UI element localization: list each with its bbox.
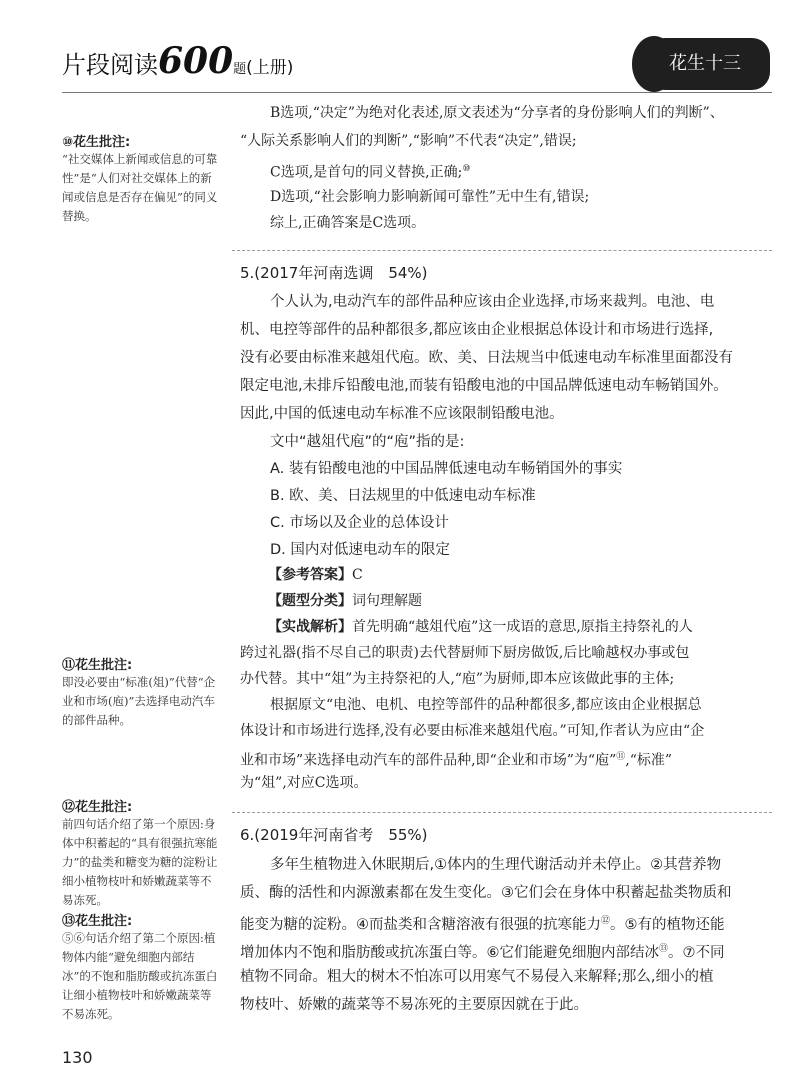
margin-note-text: ⑤⑥句话介绍了第二个原因:植物体内能“避免细胞内部结冰”的不饱和脂肪酸或抗冻蛋白让细小植物枝叶和娇嫩蔬菜等不易冻死。 — [62, 931, 218, 1021]
option-d: D. 国内对低速电动车的限定 — [270, 542, 450, 558]
passage-line: 物枝叶、娇嫩的蔬菜等不易冻死的主要原因就在于此。 — [240, 997, 588, 1013]
margin-note-11 — [62, 654, 222, 730]
analysis-text: ,“标准” — [625, 752, 673, 769]
margin-note-label: ⑪花生批注: — [62, 658, 133, 673]
option-d-line: D选项,“社会影响力影响新闻可靠性”无中生有,错误; — [270, 189, 590, 205]
passage-line: 质、酶的活性和内源激素都在发生变化。③它们会在身体中积蓄起盐类物质和 — [240, 885, 732, 901]
analysis-line-5: 体设计和市场进行选择,没有必要由标准来越俎代庖。”可知,作者认为应由“企 — [240, 723, 705, 739]
option-c-line — [270, 156, 470, 186]
passage-text: 。⑤有的植物还能 — [610, 916, 725, 933]
option-c: C. 市场以及企业的总体设计 — [270, 515, 449, 531]
title-number: 600 — [158, 40, 234, 82]
title-suffix: (上册) — [246, 58, 294, 78]
option-b-line-2: “人际关系影响人们的判断”,“影响”不代表“决定”,错误; — [240, 133, 577, 149]
question-stem: 文中“越俎代庖”的“庖”指的是: — [270, 434, 465, 450]
title-prefix: 片段阅读 — [62, 51, 158, 79]
analysis-text: 首先明确“越俎代庖”这一成语的意思,原指主持祭礼的人 — [352, 619, 693, 635]
page-number: 130 — [62, 1048, 93, 1067]
question-6-title: 6.(2019年河南省考 55%) — [240, 826, 428, 844]
passage-line: 个人认为,电动汽车的部件品种应该由企业选择,市场来裁判。电池、电 — [270, 294, 715, 310]
note-marker: ⑬ — [659, 944, 669, 954]
analysis-label: 【实战解析】 — [268, 619, 352, 635]
passage-line: 因此,中国的低速电动车标准不应该限制铅酸电池。 — [240, 406, 564, 422]
book-title — [62, 40, 293, 82]
type-line — [268, 588, 422, 614]
question-5-title: 5.(2017年河南选调 54%) — [240, 264, 428, 282]
answer-value: C — [352, 567, 363, 583]
analysis-line-7: 为“俎”,对应C选项。 — [240, 775, 368, 791]
margin-note-text: “社交媒体上新闻或信息的可靠性”是“人们对社交媒体上的新闻或信息是否存在偏见”的同义替换。 — [62, 152, 218, 223]
conclusion-line: 综上,正确答案是C选项。 — [270, 215, 426, 231]
note-marker: ⑫ — [601, 916, 611, 926]
analysis-line-2: 跨过礼器(指不尽自己的职责)去代替厨师下厨房做饭,后比喻越权办事或包 — [240, 645, 690, 661]
brand-text: 花生十三 — [669, 53, 741, 74]
passage-line: 植物不同命。粗大的树木不怕冻可以用寒气不易侵入来解释;那么,细小的植 — [240, 969, 714, 985]
answer-label: 【参考答案】 — [268, 567, 352, 583]
margin-note-text: 前四句话介绍了第一个原因:身体中积蓄起的“具有很强抗寒能力”的盐类和糖变为糖的淀粉让细小植物枝叶和娇嫩蔬菜等不易冻死。 — [62, 817, 218, 907]
passage-text: 。⑦不同 — [668, 944, 725, 961]
type-label: 【题型分类】 — [268, 593, 352, 609]
passage-line: 没有必要由标准来越俎代庖。欧、美、日法规当中低速电动车标准里面都没有 — [240, 350, 733, 366]
type-value: 词句理解题 — [352, 593, 422, 609]
analysis-line-4: 根据原文“电池、电机、电控等部件的品种都很多,都应该由企业根据总 — [270, 697, 702, 713]
margin-note-label: ⑬花生批注: — [62, 914, 133, 929]
margin-note-label: ⑩花生批注: — [62, 135, 131, 150]
margin-note-label: ⑫花生批注: — [62, 800, 133, 815]
note-marker: ⑪ — [616, 752, 626, 762]
passage-line: 机、电控等部件的品种都很多,都应该由企业根据总体设计和市场进行选择, — [240, 322, 714, 338]
passage-text: 增加体内不饱和脂肪酸或抗冻蛋白等。⑥它们能避免细胞内部结冰 — [240, 944, 659, 961]
margin-note-text: 即没必要由“标准(俎)”代替“企业和市场(庖)”去选择电动汽车的部件品种。 — [62, 675, 216, 727]
option-b: B. 欧、美、日法规里的中低速电动车标准 — [270, 488, 536, 504]
passage-line: 限定电池,未排斥铅酸电池,而装有铅酸电池的中国品牌低速电动车畅销国外。 — [240, 378, 728, 394]
passage-line: 多年生植物进入休眠期后,①体内的生理代谢活动并未停止。②其营养物 — [270, 857, 722, 873]
analysis-line-1 — [268, 614, 778, 640]
title-tick: 题 — [233, 62, 247, 77]
analysis-line-3: 办代替。其中“俎”为主持祭祀的人,“庖”为厨师,即本应该做此事的主体; — [240, 671, 675, 687]
answer-line — [268, 562, 363, 588]
option-b-line-1: B选项,“决定”为绝对化表述,原文表述为“分享者的身份影响人们的判断”、 — [270, 105, 724, 121]
passage-text: 能变为糖的淀粉。④而盐类和含糖溶液有很强的抗寒能力 — [240, 916, 601, 933]
brand-logo — [640, 38, 770, 90]
note-marker: ⑩ — [462, 164, 471, 174]
section-divider — [232, 250, 772, 251]
section-divider — [232, 812, 772, 813]
option-c-text: C选项,是首句的同义替换,正确; — [270, 164, 463, 181]
option-a: A. 装有铅酸电池的中国品牌低速电动车畅销国外的事实 — [270, 461, 623, 477]
margin-note-10 — [62, 131, 222, 226]
header-divider — [62, 92, 772, 93]
margin-note-13 — [62, 910, 222, 1024]
margin-note-12 — [62, 796, 222, 910]
analysis-text: 业和市场”来选择电动汽车的部件品种,即“企业和市场”为“庖” — [240, 752, 617, 769]
